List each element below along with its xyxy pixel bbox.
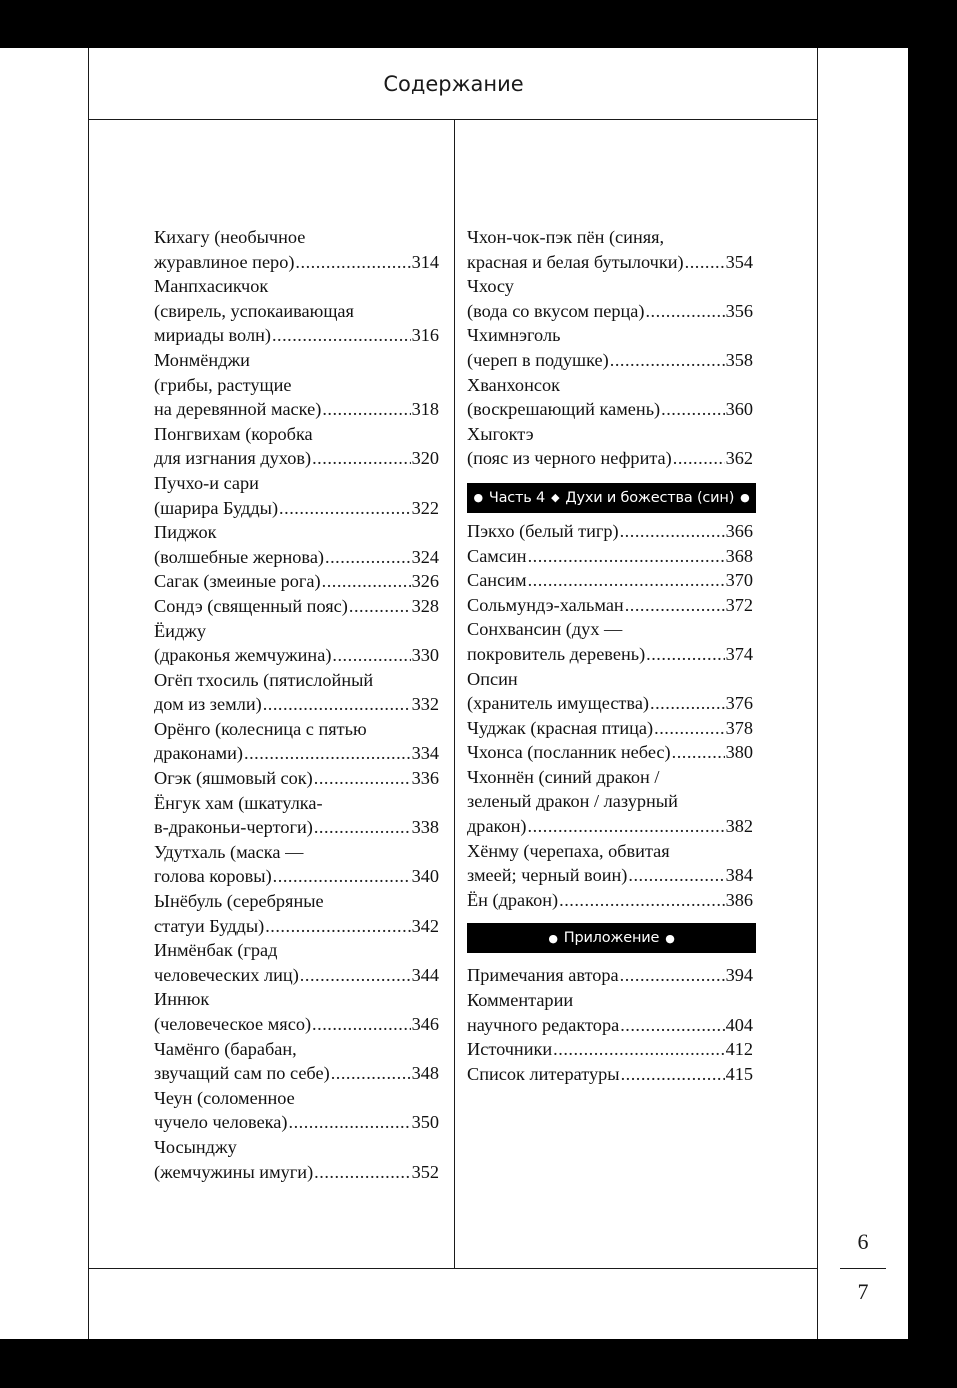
toc-entry-title: мириады волн) (154, 325, 271, 346)
dot-leader (650, 691, 725, 716)
toc-entry-title: человеческих лиц) (154, 964, 299, 985)
dot-leader (628, 863, 724, 888)
toc-page-number: 374 (725, 643, 753, 664)
dot-leader (325, 545, 411, 570)
toc-entry-line (154, 496, 439, 521)
toc-entry-line (467, 642, 753, 667)
toc-entry-line (467, 225, 753, 250)
toc-entry-line (154, 619, 439, 644)
toc-entry-title: зеленый дракон / лазурный (467, 791, 678, 812)
toc-entry-title: Хыгоктэ (467, 423, 534, 444)
toc-entry-line (154, 963, 439, 988)
toc-entry-title: Чуджак (красная птица) (467, 717, 654, 738)
toc-entry-title: Сансим (467, 570, 527, 591)
toc-page-number: 332 (411, 694, 439, 715)
bullet-icon: ● (473, 491, 483, 505)
toc-entry-line (467, 274, 753, 299)
toc-entry-title: Чхимнэголь (467, 325, 561, 346)
dot-leader (620, 1013, 724, 1038)
dot-leader (300, 963, 411, 988)
toc-entry-title: дом из земли) (154, 694, 262, 715)
dot-leader (673, 446, 725, 471)
dot-leader (314, 1160, 410, 1185)
toc-entry-title: (череп в подушке) (467, 349, 609, 370)
toc-page-number: 380 (725, 742, 753, 763)
dot-leader (528, 544, 725, 569)
toc-entry-title: Огэк (яшмовый сок) (154, 768, 313, 789)
toc-entry-title: в-драконьи-чертоги) (154, 817, 313, 838)
toc-entry-title: Комментарии (467, 990, 574, 1011)
toc-page-number: 320 (411, 448, 439, 469)
toc-entry-line (467, 323, 753, 348)
toc-right-top-list (467, 225, 753, 471)
toc-page-number: 318 (411, 399, 439, 420)
toc-left-column (154, 225, 439, 1184)
toc-entry-line (154, 569, 439, 594)
toc-entry-title: журавлиное перо) (154, 251, 295, 272)
toc-entry-line (154, 717, 439, 742)
toc-entry-title: Понгвихам (коробка (154, 423, 313, 444)
toc-page-number: 314 (411, 251, 439, 272)
appendix-title: Приложение (563, 930, 660, 947)
toc-entry-line (467, 839, 753, 864)
toc-entry-line (154, 815, 439, 840)
dot-leader (322, 569, 411, 594)
toc-entry-title: дракон) (467, 816, 527, 837)
toc-entry-line (467, 617, 753, 642)
toc-entry-title: Удутхаль (маска — (154, 841, 304, 862)
dot-leader (244, 741, 411, 766)
dot-leader (528, 568, 725, 593)
toc-entry-title: драконами) (154, 743, 243, 764)
toc-page-number: 386 (725, 889, 753, 910)
toc-entry-title: Чамёнго (барабан, (154, 1038, 297, 1059)
toc-page-number: 330 (411, 645, 439, 666)
toc-page-number: 376 (725, 693, 753, 714)
toc-page-number: 404 (725, 1014, 753, 1035)
toc-entry-line (154, 1160, 439, 1185)
toc-entry-title: (драконья жемчужина) (154, 645, 332, 666)
toc-entry-line (467, 397, 753, 422)
toc-entry-title: (волшебные жернова) (154, 546, 325, 567)
toc-entry-title: Чхосу (467, 276, 514, 297)
toc-page-number: 412 (725, 1039, 753, 1060)
bullet-icon: ● (548, 931, 558, 945)
dot-leader (331, 1061, 411, 1086)
toc-entry-line (154, 840, 439, 865)
toc-entry-line (467, 519, 753, 544)
toc-page-number: 358 (725, 349, 753, 370)
toc-entry-title: Кихагу (необычное (154, 227, 306, 247)
toc-entry-line (467, 863, 753, 888)
toc-entry-line (154, 987, 439, 1012)
toc-entry-line (154, 274, 439, 299)
toc-entry-title: (грибы, растущие (154, 374, 292, 395)
footer-divider (88, 1268, 818, 1269)
toc-entry-title: Иннюк (154, 989, 210, 1010)
toc-entry-title: Ён (дракон) (467, 889, 559, 910)
book-page (0, 48, 908, 1339)
toc-page-number: 340 (411, 866, 439, 887)
toc-entry-title: (свирель, успокаивающая (154, 300, 354, 321)
toc-entry-title: статуи Будды) (154, 915, 265, 936)
toc-entry-line (467, 667, 753, 692)
dot-leader (332, 643, 410, 668)
toc-entry-line (154, 1037, 439, 1062)
toc-entry-title: Примечания автора (467, 965, 619, 986)
toc-entry-title: Сонхвансин (дух — (467, 619, 623, 640)
toc-entry-line (467, 568, 753, 593)
toc-page-number: 316 (411, 325, 439, 346)
dot-leader (620, 519, 725, 544)
toc-entry-line (154, 1012, 439, 1037)
dot-leader (610, 348, 725, 373)
toc-entry-title: Сондэ (священный пояс) (154, 595, 348, 616)
page-number-left: 6 (857, 1229, 869, 1254)
dot-leader (661, 397, 724, 422)
dot-leader (646, 642, 724, 667)
toc-page-number: 354 (725, 251, 753, 272)
right-border (817, 48, 818, 1339)
toc-entry-title: Список литературы (467, 1063, 620, 1084)
toc-entry-title: Манпхасикчок (154, 276, 269, 297)
toc-entry-title: Ёиджу (154, 620, 207, 641)
toc-entry-line (154, 692, 439, 717)
toc-entry-line (154, 889, 439, 914)
page-number-divider (840, 1268, 886, 1269)
dot-leader (273, 864, 411, 889)
left-border (88, 48, 89, 1339)
toc-entry-title: научного редактора (467, 1014, 620, 1035)
toc-entry-title: Чеун (соломенное (154, 1087, 295, 1108)
toc-entry-line (154, 250, 439, 275)
toc-entry-title: (пояс из черного нефрита) (467, 448, 672, 469)
toc-entry-title: Источники (467, 1039, 553, 1060)
toc-entry-title: (хранитель имущества) (467, 693, 650, 714)
diamond-bullet-icon: ◆ (551, 491, 560, 505)
toc-entry-line (467, 544, 753, 569)
toc-entry-title: Ынёбуль (серебряные (154, 891, 324, 912)
toc-entry-title: Пучхо-и сари (154, 472, 259, 493)
toc-page-number: 336 (411, 768, 439, 789)
toc-page-number: 324 (411, 546, 439, 567)
toc-page-number: 394 (725, 965, 753, 986)
toc-entry-line (467, 1037, 753, 1062)
toc-entry-line (154, 471, 439, 496)
dot-leader (553, 1037, 724, 1062)
toc-entry-title: Чхонса (посланник небес) (467, 742, 671, 763)
toc-page-number: 362 (725, 448, 753, 469)
toc-entry-line (467, 250, 753, 275)
dot-leader (263, 692, 411, 717)
toc-entry-line (154, 520, 439, 545)
toc-entry-line (467, 422, 753, 447)
toc-entry-title: (человеческое мясо) (154, 1014, 312, 1034)
page-title: Содержание (383, 72, 524, 96)
toc-entry-line (467, 299, 753, 324)
dot-leader (654, 716, 724, 741)
toc-page-number: 338 (411, 817, 439, 838)
toc-entry-line (154, 348, 439, 373)
toc-entry-title: Монмёнджи (154, 349, 250, 370)
toc-entry-line (154, 791, 439, 816)
toc-entry-title: Пэкхо (белый тигр) (467, 520, 619, 541)
dot-leader (349, 594, 411, 619)
toc-entry-title: покровитель деревень) (467, 643, 646, 664)
toc-entry-line (467, 740, 753, 765)
header-divider (88, 119, 818, 120)
toc-entry-line (154, 1110, 439, 1135)
toc-page-number: 352 (411, 1161, 439, 1182)
dot-leader (559, 888, 724, 913)
toc-page-number: 372 (725, 594, 753, 615)
toc-entry-line (467, 988, 753, 1013)
toc-entry-title: Сольмундэ-хальман (467, 594, 624, 615)
toc-right-column (467, 225, 753, 1086)
toc-entry-line (467, 1062, 753, 1087)
toc-entry-line (154, 299, 439, 324)
dot-leader (621, 1062, 725, 1087)
toc-entry-line (467, 888, 753, 913)
toc-page-number: 326 (411, 571, 439, 592)
dot-leader (279, 496, 411, 521)
toc-entry-title: для изгнания духов) (154, 448, 312, 469)
dot-leader (314, 766, 411, 791)
toc-page-number: 384 (725, 865, 753, 886)
toc-page-number: 382 (725, 816, 753, 837)
toc-page-number: 322 (411, 497, 439, 518)
toc-entry-line (154, 323, 439, 348)
toc-entry-line (467, 716, 753, 741)
appendix-heading-bar (467, 923, 756, 953)
toc-entry-line (154, 938, 439, 963)
dot-leader (528, 814, 725, 839)
toc-entry-line (154, 643, 439, 668)
toc-entry-title: Опсин (467, 668, 518, 689)
toc-entry-line (467, 765, 753, 790)
toc-entry-title: звучащий сам по себе) (154, 1063, 330, 1084)
toc-entry-title: Чхоннён (синий дракон / (467, 766, 660, 787)
dot-leader (314, 815, 411, 840)
dot-leader (672, 740, 725, 765)
part4-label: Часть 4 (488, 489, 546, 506)
dot-leader (289, 1110, 411, 1135)
toc-page-number: 344 (411, 964, 439, 985)
dot-leader (272, 323, 411, 348)
toc-entry-line (467, 593, 753, 618)
toc-entry-line (154, 373, 439, 398)
toc-page-number: 342 (411, 915, 439, 936)
toc-entry-title: на деревянной маске) (154, 399, 322, 420)
dot-leader (312, 1012, 411, 1037)
toc-entry-line (154, 545, 439, 570)
bullet-icon: ● (740, 491, 750, 505)
toc-entry-line (154, 1086, 439, 1111)
toc-entry-line (154, 446, 439, 471)
part4-title: Духи и божества (син) (565, 489, 735, 506)
dot-leader (295, 250, 410, 275)
toc-entry-line (154, 397, 439, 422)
dot-leader (620, 963, 725, 988)
toc-entry-line (154, 225, 439, 250)
dot-leader (322, 397, 410, 422)
toc-entry-line (467, 1013, 753, 1038)
toc-entry-line (154, 1061, 439, 1086)
toc-page-number: 346 (411, 1014, 439, 1034)
toc-page-number: 415 (725, 1063, 753, 1084)
dot-leader (645, 299, 724, 324)
toc-entry-line (154, 594, 439, 619)
dot-leader (265, 914, 410, 939)
toc-entry-title: (жемчужины имуги) (154, 1161, 314, 1182)
part4-list (467, 519, 753, 913)
dot-leader (625, 593, 725, 618)
toc-entry-title: Инмёнбак (град (154, 940, 278, 961)
toc-entry-line (154, 668, 439, 693)
column-divider (454, 119, 455, 1268)
toc-entry-line (154, 766, 439, 791)
toc-page-number: 366 (725, 520, 753, 541)
toc-entry-title: змеей; черный воин) (467, 865, 628, 886)
dot-leader (685, 250, 725, 275)
toc-entry-title: (шарира Будды) (154, 497, 279, 518)
toc-entry-title: Огёп тхосиль (пятислойный (154, 669, 374, 690)
toc-page-number: 348 (411, 1063, 439, 1084)
toc-entry-title: голова коровы) (154, 866, 272, 887)
toc-entry-title: Орёнго (колесница с пятью (154, 718, 367, 739)
page-number-right: 7 (857, 1279, 869, 1304)
toc-entry-line (154, 422, 439, 447)
toc-entry-title: (вода со вкусом перца) (467, 300, 645, 321)
toc-entry-title: Чхон-чок-пэк пён (синяя, (467, 227, 665, 247)
toc-entry-line (467, 789, 753, 814)
toc-entry-line (154, 864, 439, 889)
toc-entry-line (467, 446, 753, 471)
toc-page-number: 350 (411, 1112, 439, 1133)
toc-entry-title: (воскрешающий камень) (467, 399, 661, 420)
toc-entry-title: Ёнгук хам (шкатулка- (154, 792, 323, 813)
toc-entry-title: Чосынджу (154, 1136, 237, 1157)
toc-entry-line (467, 373, 753, 398)
toc-page-number: 356 (725, 300, 753, 321)
appendix-list (467, 963, 753, 1086)
toc-entry-line (467, 963, 753, 988)
dot-leader (312, 446, 410, 471)
toc-entry-title: Самсин (467, 545, 527, 566)
part4-heading-bar (467, 483, 756, 513)
toc-entry-line (154, 741, 439, 766)
toc-page-number: 368 (725, 545, 753, 566)
toc-entry-title: Хёнму (черепаха, обвитая (467, 840, 670, 861)
bullet-icon: ● (665, 931, 675, 945)
toc-entry-line (154, 1135, 439, 1160)
toc-entry-title: Пиджок (154, 522, 217, 543)
toc-entry-line (467, 348, 753, 373)
toc-entry-title: Хванхонсок (467, 374, 560, 395)
toc-entry-title: красная и белая бутылочки) (467, 251, 684, 272)
toc-page-number: 360 (725, 399, 753, 420)
toc-page-number: 370 (725, 570, 753, 591)
toc-entry-line (467, 691, 753, 716)
toc-page-number: 328 (411, 595, 439, 616)
toc-entry-title: Сагак (змеиные рога) (154, 571, 321, 592)
toc-entry-title: чучело человека) (154, 1112, 288, 1133)
toc-entry-line (467, 814, 753, 839)
toc-page-number: 378 (725, 717, 753, 738)
toc-page-number: 334 (411, 743, 439, 764)
toc-entry-line (154, 914, 439, 939)
